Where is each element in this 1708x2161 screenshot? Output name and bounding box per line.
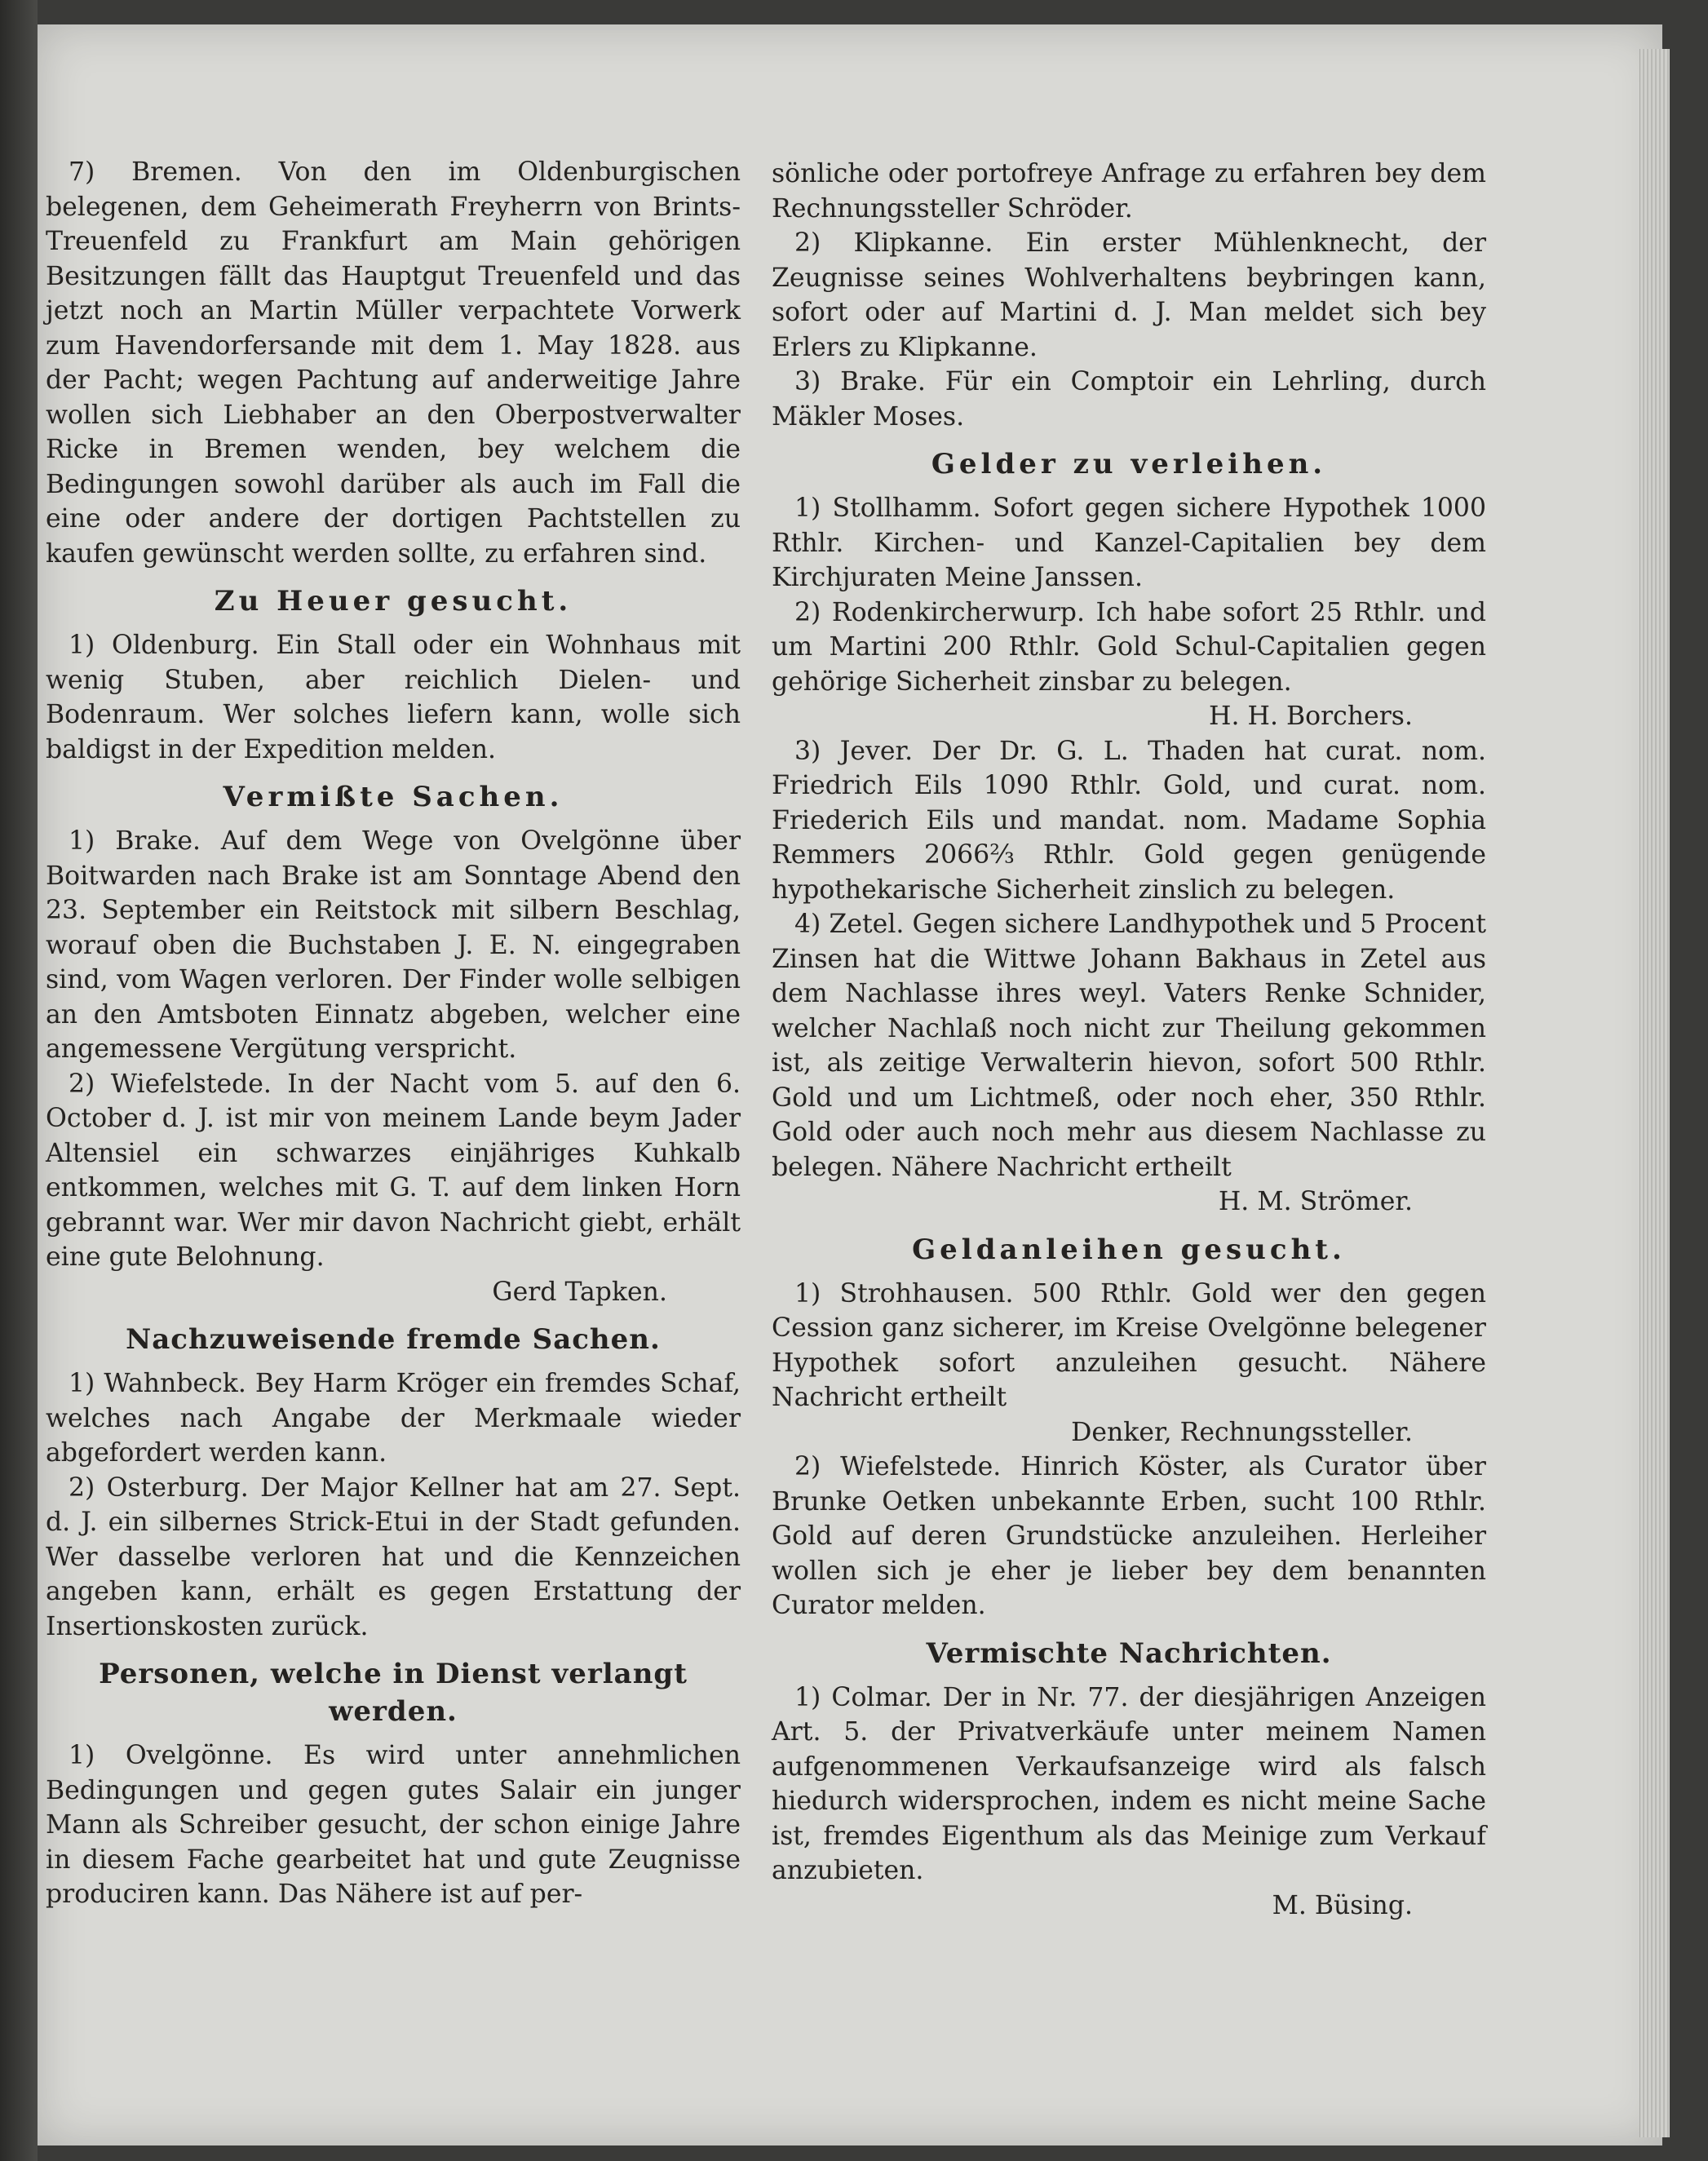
entry-brake-lehrling: 3) Brake. Für ein Comptoir ein Lehrling, durch Mäkler Moses. [772,367,1486,432]
entry-oldenburg: 1) Oldenburg. Ein Stall oder ein Wohnhaus mit wenig Stuben, aber reichlich Dielen- und Bodenraum. Wer solches liefern kann, wolle sich baldigst in der Expedition melden. [46,631,741,764]
heading-zu-heuer-gesucht: Zu Heuer gesucht. [214,585,573,618]
entry-stollhamm: 1) Stollhamm. Sofort gegen sichere Hypothek 1000 Rthlr. Kirchen- und Kanzel-Capitalien bey dem Kirchjuraten Meine Janssen. [772,494,1486,592]
heading-nachzuweisende-fremde-sachen: Nachzuweisende fremde Sachen. [126,1323,661,1356]
entry-wiefelstede-koester: 2) Wiefelstede. Hinrich Köster, als Curator über Brunke Oetken unbekannte Erben, sucht 100 Rthlr. Gold auf deren Grundstücke anzuleihen. Herleiher wollen sich je eher je lieber bey dem benannten Curator melden. [772,1452,1486,1620]
entry-jever: 3) Jever. Der Dr. G. L. Thaden hat curat. nom. Friedrich Eils 1090 Rthlr. Gold, und curat. nom. Friederich Eils und mandat. nom. Madame Sophia Remmers 2066⅔ Rthlr. Gold gegen genügende hypothekarische Sicherheit zinslich zu belegen. [772,736,1486,905]
entry-strohhausen: 1) Strohhausen. 500 Rthlr. Gold wer den gegen Cession ganz sicherer, im Kreise Ovelgönne belegener Hypothek sofort anzuleihen gesucht. Nähere Nachricht ertheilt [772,1278,1486,1412]
entry-brake-reitstock: 1) Brake. Auf dem Wege von Ovelgönne über Boitwarden nach Brake ist am Sonntage Abend den 23. September ein Reitstock mit silbern Beschlag, worauf oben die Buchstaben J. E. N. eingegraben sind, vom Wagen verloren. Der Finder wolle selbigen an den Amtsboten Einnatz abgeben, welcher eine angemessene Vergütung verspricht. [46,826,741,1064]
heading-vermisste-sachen: Vermißte Sachen. [223,781,564,813]
signature-denker: Denker, Rechnungssteller. [1071,1417,1413,1447]
left-column [46,155,741,1912]
heading-geldanleihen-gesucht: Geldanleihen gesucht. [912,1233,1346,1266]
entry-zetel: 4) Zetel. Gegen sichere Landhypothek und 5 Procent Zinsen hat die Wittwe Johann Bakhaus in Zetel aus dem Nachlasse ihres weyl. Vaters Renke Schnider, welcher Nachlaß noch nicht zur Theilung gekommen ist, als zeitige Verwalterin hievon, sofort 500 Rthlr. Gold und um Lichtmeß, oder noch eher, 350 Rthlr. Gold oder auch noch mehr aus diesem Nachlasse zu belegen. Nähere Nachricht ertheilt [772,910,1486,1182]
entry-bremen: 7) Bremen. Von den im Oldenburgischen belegenen, dem Geheimerath Freyherrn von Brints-Treuenfeld zu Frankfurt am Main gehörigen Besitzungen fällt das Hauptgut Treuenfeld und das jetzt noch an Martin Müller verpachtete Vorwerk zum Havendorfersande mit dem 1. May 1828. aus der Pacht; wegen Pachtung auf anderweitige Jahre wollen sich Liebhaber an den Oberpostverwalter Ricke in Bremen wenden, bey welchem die Bedingungen sowohl darüber als auch im Fall die eine oder andere der dortigen Pachtstellen zu kaufen gewünscht werden sollte, zu erfahren sind. [46,157,741,569]
page-stack-edge [1639,49,1670,2137]
entry-wahnbeck: 1) Wahnbeck. Bey Harm Kröger ein fremdes Schaf, welches nach Angabe der Merkmaale wieder abgefordert werden kann. [46,1369,741,1468]
signature-borchers: H. H. Borchers. [1209,702,1413,731]
entry-klipkanne: 2) Klipkanne. Ein erster Mühlenknecht, der Zeugnisse seines Wohlverhaltens beybringen kann, sofort oder auf Martini d. J. Man meldet sich bey Erlers zu Klipkanne. [772,228,1486,362]
entry-ovelgoenne: 1) Ovelgönne. Es wird unter annehmlichen Bedingungen und gegen gutes Salair ein junger Mann als Schreiber gesucht, der schon einige Jahre in diesem Fache gearbeitet hat und gute Zeugnisse produciren kann. Das Nähere ist auf per- [46,1741,741,1909]
entry-ovelgoenne-continued: sönliche oder portofreye Anfrage zu erfahren bey dem Rechnungssteller Schröder. [772,159,1486,224]
signature-buesing: M. Büsing. [1272,1890,1413,1920]
entry-rodenkircherwurp: 2) Rodenkircherwurp. Ich habe sofort 25 Rthlr. und um Martini 200 Rthlr. Gold Schul-Capitalien gegen gehörige Sicherheit zinsbar zu belegen. [772,597,1486,697]
right-column [772,157,1486,1923]
heading-vermischte-nachrichten: Vermischte Nachrichten. [926,1636,1332,1670]
entry-osterburg: 2) Osterburg. Der Major Kellner hat am 27. Sept. d. J. ein silbernes Strick-Etui in der Stadt gefunden. Wer dasselbe verloren hat und die Kennzeichen angeben kann, erhält es gegen Erstattung der Insertionskosten zurück. [46,1472,741,1641]
newspaper-page [38,24,1662,2146]
entry-colmar: 1) Colmar. Der in Nr. 77. der diesjährigen Anzeigen Art. 5. der Privatverkäufe unter meinem Namen aufgenommenen Verkaufsanzeige wird als falsch hiedurch widersprochen, indem es nicht meine Sache ist, fremdes Eigenthum als das Meinige zum Verkauf anzubieten. [772,1682,1486,1885]
signature-gerd-tapken: Gerd Tapken. [492,1277,667,1307]
heading-personen-in-dienst: Personen, welche in Dienst verlangt werden. [99,1658,688,1728]
entry-wiefelstede-kuhkalb: 2) Wiefelstede. In der Nacht vom 5. auf den 6. October d. J. ist mir von meinem Lande beym Jader Altensiel ein schwarzes einjähriges Kuhkalb entkommen, welches mit G. T. auf dem linken Horn gebrannt war. Wer mir davon Nachricht giebt, erhält eine gute Belohnung. [46,1069,741,1272]
heading-gelder-zu-verleihen: Gelder zu verleihen. [931,448,1327,480]
book-gutter-shadow [0,0,38,2161]
signature-stroemer: H. M. Strömer. [1218,1187,1413,1216]
